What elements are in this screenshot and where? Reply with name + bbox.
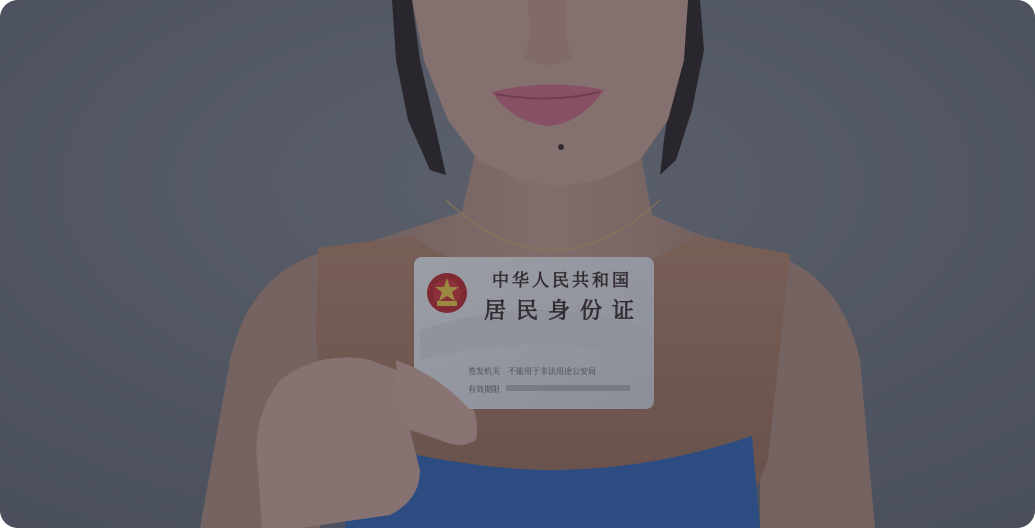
mole (558, 144, 564, 150)
id-card-subtitle: 居民身份证 (484, 298, 645, 324)
national-emblem (427, 273, 467, 313)
id-card-validity-label: 有效期限 (468, 385, 500, 394)
validity-redacted-bar (506, 385, 630, 391)
id-card-title: 中华人民共和国 (492, 271, 632, 291)
id-card-authority-value: 不能用于非法用途公安局 (508, 367, 596, 376)
id-card-authority-label: 签发机关 (468, 367, 500, 376)
